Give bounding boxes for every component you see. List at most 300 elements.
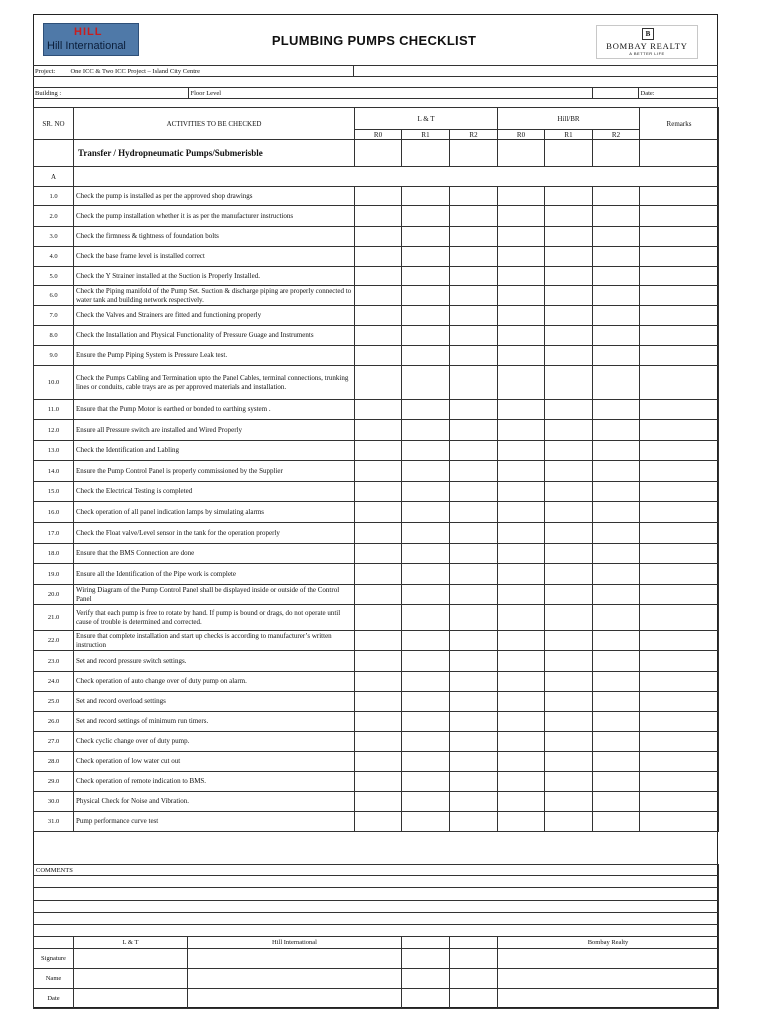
- row-number: 29.0: [34, 772, 74, 792]
- hill-r0-cell[interactable]: [498, 206, 545, 227]
- remarks-cell[interactable]: [640, 605, 719, 631]
- floor-level-field[interactable]: [188, 88, 592, 99]
- activity-text: Ensure that the BMS Connection are done: [74, 544, 355, 564]
- lt-r1-cell[interactable]: [402, 286, 450, 306]
- lt-r2-cell[interactable]: [450, 346, 498, 366]
- remarks-cell[interactable]: [640, 366, 719, 400]
- lt-r0-cell[interactable]: [355, 631, 402, 651]
- hill-r1-cell[interactable]: [545, 346, 593, 366]
- lt-r1-cell[interactable]: [402, 812, 450, 832]
- remarks-cell[interactable]: [640, 631, 719, 651]
- lt-r1-cell[interactable]: [402, 326, 450, 346]
- hill-r2-cell[interactable]: [593, 400, 640, 420]
- hill-r1-cell[interactable]: [545, 326, 593, 346]
- hill-r0-cell[interactable]: [498, 441, 545, 461]
- hill-r0-cell[interactable]: [498, 651, 545, 672]
- lt-r1-cell[interactable]: [402, 227, 450, 247]
- remarks-cell[interactable]: [640, 326, 719, 346]
- lt-r1-cell[interactable]: [402, 732, 450, 752]
- hill-r2-cell[interactable]: [593, 206, 640, 227]
- activity-text: Set and record settings of minimum run timers.: [74, 712, 355, 732]
- remarks-cell[interactable]: [640, 692, 719, 712]
- remarks-cell[interactable]: [640, 544, 719, 564]
- lt-r0-cell[interactable]: [355, 400, 402, 420]
- remarks-cell[interactable]: [640, 651, 719, 672]
- activity-text: Check the Installation and Physical Functionality of Pressure Guage and Instruments: [74, 326, 355, 346]
- lt-r0-cell[interactable]: [355, 651, 402, 672]
- row-number: 10.0: [34, 366, 74, 400]
- activity-text: Check the firmness & tightness of foundation bolts: [74, 227, 355, 247]
- remarks-cell[interactable]: [640, 812, 719, 832]
- hill-r1-cell[interactable]: [545, 420, 593, 441]
- lt-r2-cell[interactable]: [450, 812, 498, 832]
- lt-r1-cell[interactable]: [402, 631, 450, 651]
- lt-r2-cell[interactable]: [450, 564, 498, 585]
- hill-r1-cell[interactable]: [545, 441, 593, 461]
- hill-r2-cell[interactable]: [593, 187, 640, 206]
- lt-r2-cell[interactable]: [450, 752, 498, 772]
- lt-r0-cell[interactable]: [355, 812, 402, 832]
- hill-r0-cell[interactable]: [498, 306, 545, 326]
- lt-r2-cell[interactable]: [450, 651, 498, 672]
- lt-r0-cell[interactable]: [355, 585, 402, 605]
- hill-r0-cell[interactable]: [498, 420, 545, 441]
- comment-line[interactable]: [34, 901, 719, 913]
- remarks-cell[interactable]: [640, 502, 719, 523]
- lt-r2-cell[interactable]: [450, 267, 498, 286]
- hill-r1-cell[interactable]: [545, 267, 593, 286]
- lt-r2-cell[interactable]: [450, 631, 498, 651]
- remarks-cell[interactable]: [640, 420, 719, 441]
- project-info-row: [33, 65, 718, 77]
- table-row: [34, 306, 719, 326]
- sr-no-header: SR. NO: [34, 108, 74, 140]
- signature-row: [34, 949, 719, 969]
- remarks-cell[interactable]: [640, 792, 719, 812]
- lt-r0-cell[interactable]: [355, 692, 402, 712]
- row-number: 8.0: [34, 326, 74, 346]
- hill-r2-cell[interactable]: [593, 651, 640, 672]
- hill-r2-cell[interactable]: [593, 812, 640, 832]
- hill-r1-cell[interactable]: [545, 206, 593, 227]
- lt-r0-cell[interactable]: [355, 482, 402, 502]
- row-number: 15.0: [34, 482, 74, 502]
- remarks-cell[interactable]: [640, 712, 719, 732]
- lt-r0-cell[interactable]: [355, 605, 402, 631]
- remarks-cell[interactable]: [640, 346, 719, 366]
- signoff-header-row: [34, 937, 719, 949]
- hill-r1-cell[interactable]: [545, 712, 593, 732]
- hill-r2-cell[interactable]: [593, 441, 640, 461]
- hill-r2-cell[interactable]: [593, 326, 640, 346]
- remarks-cell[interactable]: [640, 672, 719, 692]
- table-row: [34, 366, 719, 400]
- lt-r1-cell[interactable]: [402, 400, 450, 420]
- lt-r1-cell[interactable]: [402, 605, 450, 631]
- hill-r1-cell[interactable]: [545, 502, 593, 523]
- hill-r2-cell[interactable]: [593, 502, 640, 523]
- lt-r1-cell[interactable]: [402, 247, 450, 267]
- hill-r0-cell[interactable]: [498, 502, 545, 523]
- hill-r0-cell[interactable]: [498, 286, 545, 306]
- table-row: [34, 267, 719, 286]
- hill-r0-cell[interactable]: [498, 631, 545, 651]
- activity-text: Check operation of low water cut out: [74, 752, 355, 772]
- bombay-realty-name: BOMBAY REALTY: [606, 41, 688, 51]
- remarks-cell[interactable]: [640, 206, 719, 227]
- hill-r2-cell[interactable]: [593, 692, 640, 712]
- lt-r2-cell[interactable]: [450, 326, 498, 346]
- hill-r1-cell[interactable]: [545, 247, 593, 267]
- lt-r1-cell[interactable]: [402, 206, 450, 227]
- lt-r2-cell[interactable]: [450, 712, 498, 732]
- lt-r0-cell[interactable]: [355, 441, 402, 461]
- lt-r2-cell[interactable]: [450, 247, 498, 267]
- table-header-row: [34, 108, 719, 130]
- lt-r2-cell[interactable]: [450, 672, 498, 692]
- project-field[interactable]: [33, 66, 353, 77]
- remarks-cell[interactable]: [640, 227, 719, 247]
- table-row: [34, 792, 719, 812]
- project-value: One ICC & Two ICC Project – Island City Centre: [70, 67, 201, 75]
- hill-r2-cell[interactable]: [593, 772, 640, 792]
- remarks-cell[interactable]: [640, 732, 719, 752]
- lt-r2-cell[interactable]: [450, 692, 498, 712]
- hill-r2-cell[interactable]: [593, 286, 640, 306]
- hill-r0-cell[interactable]: [498, 712, 545, 732]
- hill-r0-cell[interactable]: [498, 605, 545, 631]
- lt-r2-cell[interactable]: [450, 366, 498, 400]
- hill-r2-cell[interactable]: [593, 420, 640, 441]
- lt-r0-cell[interactable]: [355, 712, 402, 732]
- hill-r0-cell[interactable]: [498, 267, 545, 286]
- lt-r2-cell[interactable]: [450, 400, 498, 420]
- row-number: 11.0: [34, 400, 74, 420]
- lt-r0-cell[interactable]: [355, 420, 402, 441]
- lt-r1-cell[interactable]: [402, 420, 450, 441]
- hill-r0-cell[interactable]: [498, 544, 545, 564]
- hill-r2-cell[interactable]: [593, 346, 640, 366]
- lt-r0-cell[interactable]: [355, 326, 402, 346]
- hill-r1-cell[interactable]: [545, 732, 593, 752]
- hill-r1-cell[interactable]: [545, 585, 593, 605]
- hill-r2-cell[interactable]: [593, 712, 640, 732]
- lt-r1-cell[interactable]: [402, 712, 450, 732]
- lt-r1-cell[interactable]: [402, 346, 450, 366]
- name-label: Name: [34, 969, 74, 989]
- lt-r0-cell[interactable]: [355, 247, 402, 267]
- signature-label: Signature: [34, 949, 74, 969]
- hill-r0-cell[interactable]: [498, 482, 545, 502]
- lt-r0-cell[interactable]: [355, 366, 402, 400]
- hill-r2-cell[interactable]: [593, 564, 640, 585]
- activity-text: Check the Valves and Strainers are fitted and functioning properly: [74, 306, 355, 326]
- hill-r1-cell[interactable]: [545, 366, 593, 400]
- hill-r1-cell[interactable]: [545, 306, 593, 326]
- lt-r2-cell[interactable]: [450, 732, 498, 752]
- signoff-br-header: Bombay Realty: [498, 937, 719, 949]
- comment-line[interactable]: [34, 913, 719, 925]
- hill-r1-cell[interactable]: [545, 482, 593, 502]
- lt-r0-cell[interactable]: [355, 523, 402, 544]
- lt-r2-cell[interactable]: [450, 523, 498, 544]
- row-number: 2.0: [34, 206, 74, 227]
- lt-r1-cell[interactable]: [402, 306, 450, 326]
- hill-br-header: Hill/BR: [498, 108, 640, 130]
- lt-r2-cell[interactable]: [450, 420, 498, 441]
- lt-r1-cell[interactable]: [402, 692, 450, 712]
- activity-text: Ensure all the Identification of the Pipe work is complete: [74, 564, 355, 585]
- lt-r0-cell[interactable]: [355, 672, 402, 692]
- lt-r1-cell[interactable]: [402, 772, 450, 792]
- lt-r2-cell[interactable]: [450, 605, 498, 631]
- hill-r0-cell[interactable]: [498, 585, 545, 605]
- signoff-lt-header: L & T: [74, 937, 188, 949]
- hill-r0-cell[interactable]: [498, 792, 545, 812]
- lt-r0-cell[interactable]: [355, 564, 402, 585]
- hill-r2-cell[interactable]: [593, 752, 640, 772]
- row-number: 31.0: [34, 812, 74, 832]
- hill-r2-cell[interactable]: [593, 792, 640, 812]
- hill-r2-cell[interactable]: [593, 247, 640, 267]
- comment-line[interactable]: [34, 925, 719, 937]
- hill-r0-cell[interactable]: [498, 752, 545, 772]
- remarks-cell[interactable]: [640, 461, 719, 482]
- row-number: 13.0: [34, 441, 74, 461]
- hill-r1-cell[interactable]: [545, 286, 593, 306]
- remarks-cell[interactable]: [640, 752, 719, 772]
- lt-r1-cell[interactable]: [402, 502, 450, 523]
- hill-r1-cell[interactable]: [545, 692, 593, 712]
- lt-r2-cell[interactable]: [450, 502, 498, 523]
- lt-r1-cell[interactable]: [402, 441, 450, 461]
- hill-r1-cell[interactable]: [545, 651, 593, 672]
- lt-r1-cell[interactable]: [402, 366, 450, 400]
- building-field[interactable]: [33, 88, 188, 99]
- hill-r1-cell[interactable]: [545, 672, 593, 692]
- hill-r2-cell[interactable]: [593, 732, 640, 752]
- bombay-realty-logo: [596, 25, 698, 59]
- lt-r2-header: R2: [450, 130, 498, 140]
- remarks-cell[interactable]: [640, 400, 719, 420]
- lt-r0-cell[interactable]: [355, 206, 402, 227]
- hill-logo-text: Hill International: [47, 40, 126, 52]
- lt-r2-cell[interactable]: [450, 286, 498, 306]
- hill-r1-cell[interactable]: [545, 605, 593, 631]
- activity-text: Check cyclic change over of duty pump.: [74, 732, 355, 752]
- row-number: 3.0: [34, 227, 74, 247]
- lt-r0-header: R0: [355, 130, 402, 140]
- table-row: [34, 247, 719, 267]
- remarks-cell[interactable]: [640, 247, 719, 267]
- row-number: 17.0: [34, 523, 74, 544]
- lt-r1-cell[interactable]: [402, 187, 450, 206]
- hill-r0-cell[interactable]: [498, 227, 545, 247]
- lt-r2-cell[interactable]: [450, 482, 498, 502]
- activity-text: Set and record pressure switch settings.: [74, 651, 355, 672]
- lt-r2-cell[interactable]: [450, 187, 498, 206]
- hill-r1-cell[interactable]: [545, 631, 593, 651]
- remarks-cell[interactable]: [640, 306, 719, 326]
- lt-r0-cell[interactable]: [355, 461, 402, 482]
- lt-r2-cell[interactable]: [450, 461, 498, 482]
- remarks-cell[interactable]: [640, 564, 719, 585]
- remarks-cell[interactable]: [640, 441, 719, 461]
- hill-r1-cell[interactable]: [545, 544, 593, 564]
- lt-r1-cell[interactable]: [402, 752, 450, 772]
- hill-r0-cell[interactable]: [498, 772, 545, 792]
- lt-r1-cell[interactable]: [402, 564, 450, 585]
- hill-r1-cell[interactable]: [545, 400, 593, 420]
- hill-r2-cell[interactable]: [593, 605, 640, 631]
- activity-text: Pump performance curve test: [74, 812, 355, 832]
- remarks-cell[interactable]: [640, 523, 719, 544]
- hill-r2-cell[interactable]: [593, 366, 640, 400]
- name-row: [34, 969, 719, 989]
- lt-r1-cell[interactable]: [402, 267, 450, 286]
- table-row: [34, 692, 719, 712]
- lt-r0-cell[interactable]: [355, 306, 402, 326]
- hill-r2-cell[interactable]: [593, 544, 640, 564]
- hill-r0-cell[interactable]: [498, 400, 545, 420]
- hill-r1-cell[interactable]: [545, 752, 593, 772]
- table-row: [34, 482, 719, 502]
- hill-r2-cell[interactable]: [593, 585, 640, 605]
- date-row: [34, 989, 719, 1009]
- lt-r0-cell[interactable]: [355, 502, 402, 523]
- hill-r0-cell[interactable]: [498, 366, 545, 400]
- hill-r2-cell[interactable]: [593, 482, 640, 502]
- lt-r2-cell[interactable]: [450, 306, 498, 326]
- lt-r0-cell[interactable]: [355, 187, 402, 206]
- lt-r0-cell[interactable]: [355, 792, 402, 812]
- row-number: 22.0: [34, 631, 74, 651]
- signoff-hill-header: Hill International: [188, 937, 402, 949]
- row-number: 16.0: [34, 502, 74, 523]
- lt-r2-cell[interactable]: [450, 772, 498, 792]
- section-title-row: [34, 140, 719, 167]
- row-number: 28.0: [34, 752, 74, 772]
- table-row: [34, 187, 719, 206]
- hill-r0-cell[interactable]: [498, 346, 545, 366]
- activity-text: Physical Check for Noise and Vibration.: [74, 792, 355, 812]
- lt-r0-cell[interactable]: [355, 346, 402, 366]
- comments-table: [33, 864, 719, 937]
- hill-r2-cell[interactable]: [593, 672, 640, 692]
- lt-r2-cell[interactable]: [450, 585, 498, 605]
- lt-r0-cell[interactable]: [355, 267, 402, 286]
- row-number: 12.0: [34, 420, 74, 441]
- row-number: 26.0: [34, 712, 74, 732]
- hill-r2-header: R2: [593, 130, 640, 140]
- hill-r1-cell[interactable]: [545, 772, 593, 792]
- lt-r2-cell[interactable]: [450, 227, 498, 247]
- hill-r0-cell[interactable]: [498, 187, 545, 206]
- lt-r2-cell[interactable]: [450, 792, 498, 812]
- hill-r2-cell[interactable]: [593, 267, 640, 286]
- lt-r0-cell[interactable]: [355, 772, 402, 792]
- lt-r2-cell[interactable]: [450, 206, 498, 227]
- lt-r1-cell[interactable]: [402, 544, 450, 564]
- lt-r1-cell[interactable]: [402, 585, 450, 605]
- hill-r0-cell[interactable]: [498, 732, 545, 752]
- hill-r0-cell[interactable]: [498, 564, 545, 585]
- remarks-cell[interactable]: [640, 772, 719, 792]
- lt-r1-cell[interactable]: [402, 672, 450, 692]
- lt-r0-cell[interactable]: [355, 752, 402, 772]
- date-label: Date:: [640, 89, 655, 97]
- activity-text: Check operation of auto change over of duty pump on alarm.: [74, 672, 355, 692]
- hill-r2-cell[interactable]: [593, 306, 640, 326]
- lt-header: L & T: [355, 108, 498, 130]
- hill-r2-cell[interactable]: [593, 523, 640, 544]
- hill-r1-cell[interactable]: [545, 812, 593, 832]
- hill-r0-cell[interactable]: [498, 523, 545, 544]
- hill-r0-cell[interactable]: [498, 326, 545, 346]
- table-row: [34, 441, 719, 461]
- hill-r1-cell[interactable]: [545, 564, 593, 585]
- table-row: [34, 672, 719, 692]
- hill-r0-cell[interactable]: [498, 672, 545, 692]
- spacer-field: [592, 88, 638, 99]
- remarks-cell[interactable]: [640, 187, 719, 206]
- lt-r0-cell[interactable]: [355, 544, 402, 564]
- row-number: 30.0: [34, 792, 74, 812]
- hill-r2-cell[interactable]: [593, 227, 640, 247]
- lt-r1-cell[interactable]: [402, 792, 450, 812]
- hill-r2-cell[interactable]: [593, 631, 640, 651]
- table-row: [34, 732, 719, 752]
- remarks-cell[interactable]: [640, 585, 719, 605]
- hill-r0-header: R0: [498, 130, 545, 140]
- date-field[interactable]: [638, 88, 718, 99]
- hill-r1-cell[interactable]: [545, 792, 593, 812]
- lt-r0-cell[interactable]: [355, 227, 402, 247]
- hill-r1-cell[interactable]: [545, 187, 593, 206]
- comment-line[interactable]: [34, 876, 719, 888]
- hill-r2-cell[interactable]: [593, 461, 640, 482]
- hill-r1-cell[interactable]: [545, 523, 593, 544]
- lt-r1-cell[interactable]: [402, 482, 450, 502]
- hill-r1-cell[interactable]: [545, 461, 593, 482]
- project-extra-field[interactable]: [353, 66, 718, 77]
- building-info-row: [33, 87, 718, 99]
- hill-r0-cell[interactable]: [498, 247, 545, 267]
- hill-international-logo: [43, 23, 139, 56]
- hill-r0-cell[interactable]: [498, 461, 545, 482]
- comment-line[interactable]: [34, 888, 719, 901]
- hill-r0-cell[interactable]: [498, 692, 545, 712]
- table-row: [34, 400, 719, 420]
- lt-r0-cell[interactable]: [355, 732, 402, 752]
- table-row: [34, 712, 719, 732]
- lt-r1-cell[interactable]: [402, 461, 450, 482]
- remarks-cell[interactable]: [640, 267, 719, 286]
- table-row: [34, 346, 719, 366]
- hill-r0-cell[interactable]: [498, 812, 545, 832]
- lt-r0-cell[interactable]: [355, 286, 402, 306]
- lt-r1-cell[interactable]: [402, 651, 450, 672]
- remarks-cell[interactable]: [640, 482, 719, 502]
- lt-r2-cell[interactable]: [450, 544, 498, 564]
- lt-r1-cell[interactable]: [402, 523, 450, 544]
- table-row: [34, 502, 719, 523]
- project-label: Project:: [35, 67, 56, 75]
- comments-label: COMMENTS: [34, 865, 719, 876]
- lt-r2-cell[interactable]: [450, 441, 498, 461]
- hill-r1-cell[interactable]: [545, 227, 593, 247]
- remarks-cell[interactable]: [640, 286, 719, 306]
